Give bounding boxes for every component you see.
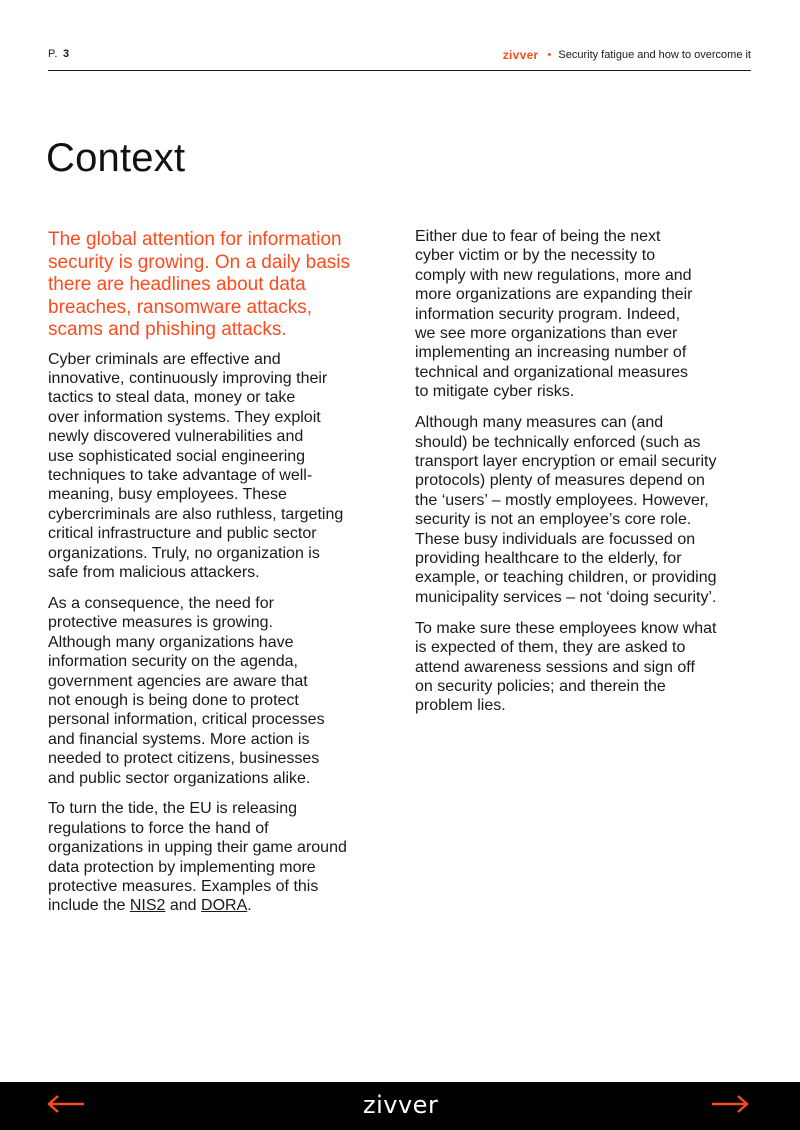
body-paragraph: As a consequence, the need for protective measures is growing. Although many organizations have information security on the agenda, government agencies are aware that not enough is being done to protect personal information, critical processes and financial systems. More action is needed to protect citizens, businesses and public sector organizations alike.	[48, 594, 325, 787]
body-paragraph: Cyber criminals are effective and innovative, continuously improving their tactics to steal data, money or take over information systems. They exploit newly discovered vulnerabilities and use sophisticated social engineering techniques to take advantage of well- meaning, busy employees. These cybercriminals are also ruthless, targeting critical infrastructure and public sector organizations. Truly, no organization is safe from malicious attackers.	[48, 350, 344, 581]
body-paragraph: Although many measures can (and should) be technically enforced (such as transport layer encryption or email security protocols) plenty of measures depend on the ‘users’ – mostly employees. However, security is not an employee’s core role. These busy individuals are focussed on providing healthcare to the elderly, for example, or teaching children, or providing municipality services – not ‘doing security’.	[415, 414, 717, 606]
right-column	[415, 227, 760, 727]
zivver-logo: zivver	[363, 1091, 439, 1119]
left-column	[48, 227, 378, 927]
document-title: Security fatigue and how to overcome it	[558, 49, 751, 61]
arrow-right-icon	[710, 1094, 750, 1119]
header-brand-area	[503, 48, 751, 62]
page-title: Context	[46, 136, 186, 180]
body-paragraph: To make sure these employees know what is expected of them, they are asked to attend awareness sessions and sign off on security policies; and therein the problem lies.	[415, 619, 717, 715]
body-paragraph-with-links	[48, 799, 378, 915]
paragraph-text: To turn the tide, the EU is releasing regulations to force the hand of organizations in upping their game around data protection by implementing more protective measures. Examples of this include the	[48, 800, 347, 915]
previous-page-button[interactable]	[42, 1086, 90, 1126]
paragraph-text: .	[247, 897, 252, 915]
next-page-button[interactable]	[706, 1086, 754, 1126]
page-number	[48, 48, 69, 60]
dora-link[interactable]: DORA	[201, 897, 248, 915]
arrow-left-icon	[46, 1094, 86, 1119]
page-number-prefix: P.	[48, 48, 58, 60]
body-paragraph: Either due to fear of being the next cyber victim or by the necessity to comply with new regulations, more and more organizations are expanding their information security program. Indeed, we see more organizations than ever implementing an increasing number of technical and organizational measures to mitigate cyber risks.	[415, 228, 693, 401]
header-separator: •	[547, 49, 552, 61]
page-number-value: 3	[62, 48, 70, 60]
nis2-link[interactable]: NIS2	[129, 897, 166, 915]
lead-paragraph: The global attention for information security is growing. On a daily basis there are headlines about data breaches, ransomware attacks, scams and phishing attacks.	[48, 229, 351, 340]
page-header	[48, 48, 751, 71]
paragraph-text: and	[165, 897, 202, 915]
page-footer	[0, 1082, 800, 1130]
header-brand: zivver	[502, 48, 539, 62]
